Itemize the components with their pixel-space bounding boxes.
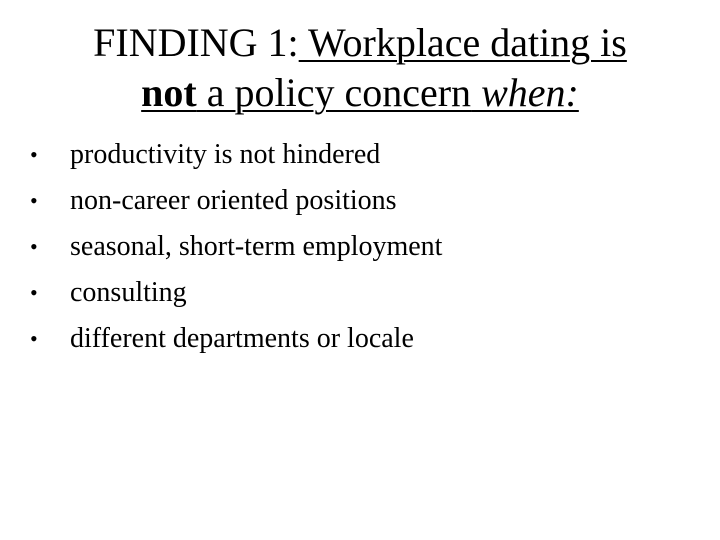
title-policy-phrase: a policy concern (196, 70, 472, 115)
bullet-dot-icon: • (30, 188, 38, 213)
bullet-dot-icon: • (30, 142, 38, 167)
bullet-dot-icon: • (30, 280, 38, 305)
bullet-item (30, 178, 690, 224)
bullet-dot-icon: • (30, 326, 38, 351)
bullet-item (30, 316, 690, 362)
bullet-text: different departments or locale (70, 323, 414, 354)
slide-title (40, 18, 680, 118)
title-italic-when: when: (471, 70, 579, 115)
bullet-text: consulting (70, 277, 187, 308)
bullet-item (30, 224, 690, 270)
bullet-text: productivity is not hindered (70, 139, 381, 170)
bullet-item (30, 270, 690, 316)
title-bold-not: not (141, 70, 197, 115)
title-underlined-phrase: Workplace dating is (298, 20, 627, 65)
bullet-text: seasonal, short-term employment (70, 231, 443, 262)
title-finding-label: FINDING 1: (93, 20, 299, 65)
bullet-text: non-career oriented positions (70, 185, 397, 216)
bullet-dot-icon: • (30, 234, 38, 259)
bullet-item (30, 132, 690, 178)
bullet-list (30, 132, 690, 362)
